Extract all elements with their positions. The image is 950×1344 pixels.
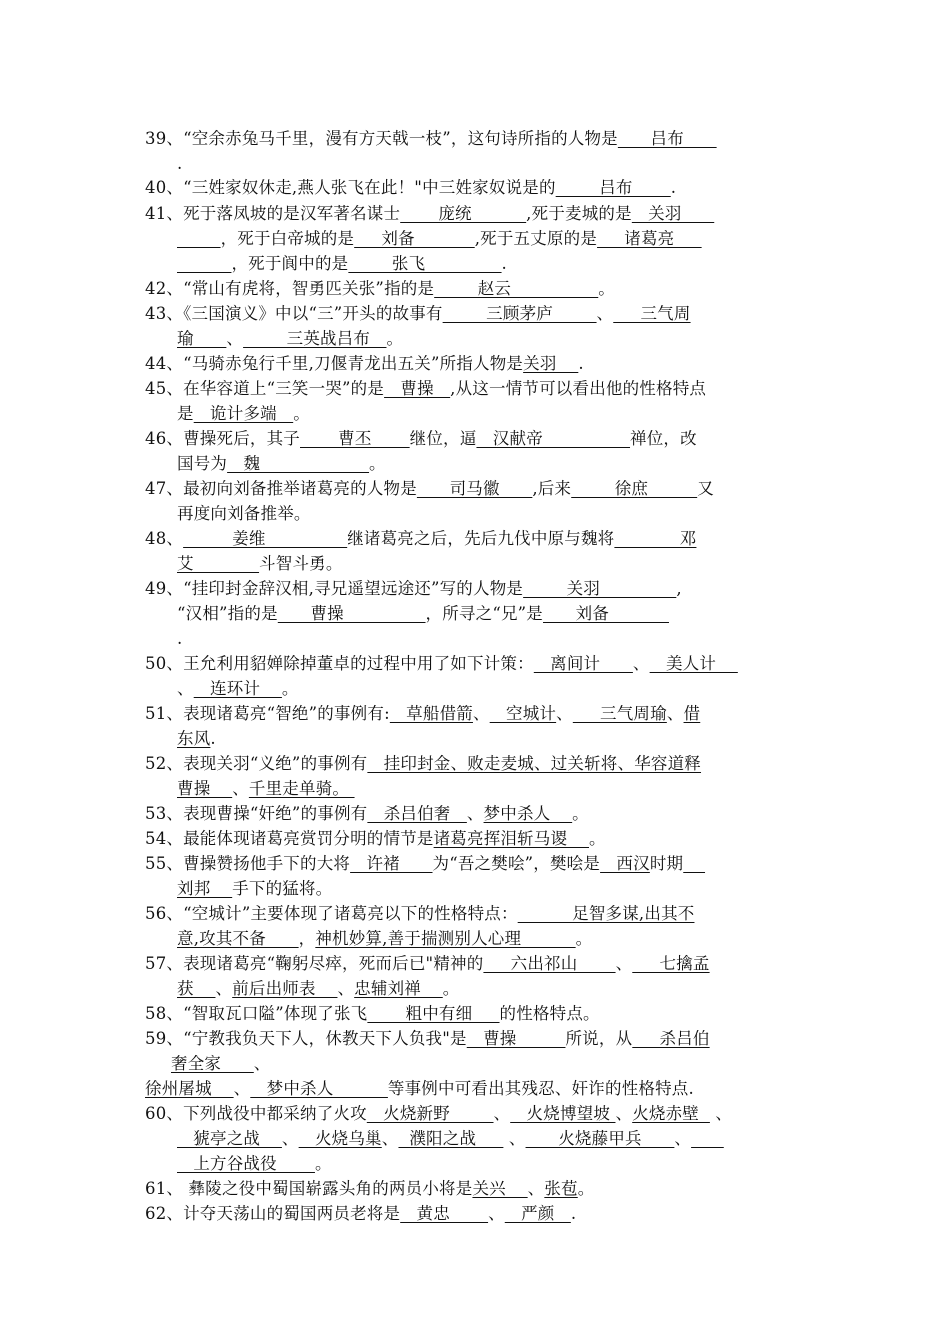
answer-blank: 邓	[614, 529, 697, 548]
answer-blank: 杀吕伯	[632, 1029, 710, 1048]
text-line	[177, 1128, 724, 1150]
answer-blank: 曹操	[177, 779, 233, 798]
text-line	[177, 628, 182, 650]
text-line	[145, 753, 701, 775]
text-line	[145, 303, 691, 325]
question-text: 、	[488, 1204, 505, 1223]
answer-blank: 火烧新野	[366, 1104, 494, 1123]
answer-blank: 前后出师表	[232, 979, 338, 998]
text-line	[177, 978, 459, 1000]
text-line	[145, 578, 682, 600]
answer-blank: 关羽	[523, 354, 579, 373]
answer-blank: 司马徽	[416, 479, 533, 498]
answer-blank: 关兴	[472, 1179, 528, 1198]
question-text: 、	[666, 704, 684, 723]
text-line	[177, 153, 182, 175]
text-line	[177, 503, 311, 525]
answer-blank: 诸葛亮	[597, 229, 702, 248]
question-text: 46、曹操死后，其子	[145, 429, 300, 448]
question-text: 、	[215, 979, 233, 998]
text-line	[177, 678, 299, 700]
answer-blank: 曹丕	[300, 429, 410, 448]
answer-blank: 曹操	[466, 1029, 566, 1048]
question-text: ，所寻之“兄”是	[425, 604, 544, 623]
text-line	[145, 353, 584, 375]
question-text: ，死于白帝城的是	[220, 229, 355, 248]
question-text: 继位，逼	[409, 429, 477, 448]
text-line	[177, 328, 403, 350]
question-text: 、	[632, 654, 650, 673]
text-line	[177, 728, 216, 750]
answer-blank: 三英战吕布	[243, 329, 387, 348]
question-text: 53、表现曹操“奸绝”的事例有	[145, 804, 368, 823]
question-text: 48、	[145, 529, 184, 548]
question-text: 50、王允利用貂婵除掉董卓的过程中用了如下计策：	[145, 654, 534, 673]
text-line	[145, 653, 738, 675]
text-line	[145, 1203, 576, 1225]
text-line	[145, 853, 705, 875]
answer-blank: 曹操	[277, 604, 426, 623]
question-text: .	[501, 254, 507, 273]
question-text: 。	[589, 829, 606, 848]
question-text: .	[210, 729, 216, 748]
answer-blank: 诡计多端	[193, 404, 294, 423]
answer-blank: 艾	[177, 554, 260, 573]
question-text: ,	[676, 579, 682, 598]
question-text: “汉相”指的是	[177, 604, 278, 623]
question-text: 。	[442, 979, 460, 998]
text-line	[145, 177, 676, 199]
question-text: 禅位，改	[630, 429, 697, 448]
text-line	[145, 703, 700, 725]
answer-blank: 火烧赤壁	[632, 1104, 710, 1123]
question-text: 54、最能体现诸葛亮赏罚分明的情节是	[145, 829, 434, 848]
question-text: 49、“挂印封金辞汉相,寻兄遥望远途还”写的人物是	[145, 579, 524, 598]
question-text: .	[177, 629, 183, 648]
question-text: 、	[674, 1129, 692, 1148]
question-text: 、	[556, 704, 573, 723]
answer-blank: 瑜	[177, 329, 227, 348]
question-text: ,死于麦城的是	[526, 204, 632, 223]
question-text: 又	[697, 479, 714, 498]
answer-blank: 关羽	[523, 579, 677, 598]
question-text: 58、“智取瓦口隘”体现了张飞	[145, 1004, 368, 1023]
answer-blank: 七擒孟	[632, 954, 710, 973]
question-text: 。	[572, 804, 589, 823]
text-line	[177, 778, 355, 800]
question-text: 。	[369, 454, 386, 473]
answer-blank: 魏	[227, 454, 370, 473]
question-text: 、	[177, 679, 194, 698]
answer-blank: 诸葛亮挥泪斩马谡	[433, 829, 589, 848]
answer-blank	[683, 854, 705, 873]
answer-blank: 汉献帝	[476, 429, 631, 448]
question-text: 、	[615, 954, 633, 973]
answer-blank: 张飞	[348, 254, 502, 273]
answer-blank: 许褚	[350, 854, 433, 873]
question-text: 57、表现诸葛亮“鞠躬尽瘁，死而后已"精神的	[145, 954, 484, 973]
answer-blank: 三顾茅庐	[442, 304, 597, 323]
question-text: 52、表现关羽“义绝”的事例有	[145, 754, 368, 773]
answer-blank: 足智多谋,出其不	[517, 904, 695, 923]
answer-blank	[691, 1129, 724, 1148]
text-line	[177, 228, 702, 250]
answer-blank: 神机妙算,善于揣测别人心理	[315, 929, 576, 948]
question-text: ，	[298, 929, 316, 948]
question-text: 51、表现诸葛亮“智绝”的事例有:	[145, 704, 390, 723]
question-text: .	[578, 354, 584, 373]
question-text: 为“吾之樊哙”，樊哙是	[432, 854, 601, 873]
question-text: 、	[527, 1179, 545, 1198]
answer-blank: 空城计	[489, 704, 557, 723]
text-line	[177, 453, 386, 475]
text-line	[145, 278, 615, 300]
answer-blank: 徐州屠城	[145, 1079, 234, 1098]
answer-blank: 三气周瑜	[572, 704, 667, 723]
question-text: 。	[281, 679, 299, 698]
question-text: 、	[709, 1104, 733, 1123]
answer-blank: 黄忠	[400, 1204, 489, 1223]
question-text: 的性格特点。	[499, 1004, 600, 1023]
question-text: 39、“空余赤兔马千里，漫有方天戟一枝”，这句诗所指的人物是	[145, 129, 618, 148]
answer-blank: 火烧乌巢	[298, 1129, 382, 1148]
question-text: 41、死于落凤坡的是汉军著名谋士	[145, 204, 401, 223]
answer-blank: 濮阳之战	[398, 1129, 504, 1148]
question-text: 。	[386, 329, 404, 348]
text-line	[145, 1028, 710, 1050]
answer-blank: 姜维	[183, 529, 348, 548]
question-text: 59、“宁教我负天下人，休教天下人负我"是	[145, 1029, 467, 1048]
question-text: .	[177, 154, 183, 173]
answer-blank: 赵云	[434, 279, 599, 298]
answer-blank	[177, 254, 231, 273]
answer-blank	[177, 229, 221, 248]
text-line	[177, 603, 669, 625]
text-line	[145, 1103, 732, 1125]
question-text: 是	[177, 404, 194, 423]
text-line	[145, 428, 697, 450]
text-line	[145, 903, 694, 925]
question-text: 。	[293, 404, 310, 423]
question-text: 61、 彝陵之役中蜀国崭露头角的两员小将是	[145, 1179, 473, 1198]
question-text: 。	[577, 1179, 595, 1198]
question-text: 、	[596, 304, 614, 323]
question-text: 、	[615, 1104, 633, 1123]
question-text: ,从这一情节可以看出他的性格特点	[450, 379, 707, 398]
text-line	[145, 528, 696, 550]
answer-blank: 东风	[177, 729, 211, 748]
question-text: 、	[226, 329, 244, 348]
question-text: ，死于阆中的是	[231, 254, 349, 273]
question-text: 等事例中可看出其残忍、奸诈的性格特点.	[387, 1079, 694, 1098]
question-text: 再度向刘备推举。	[177, 504, 311, 523]
question-text: 、	[281, 1129, 299, 1148]
question-text: 手下的猛将。	[232, 879, 333, 898]
answer-blank: 刘备	[354, 229, 475, 248]
text-line	[177, 553, 343, 575]
text-line	[145, 1178, 594, 1200]
answer-blank: 千里走单骑。	[248, 779, 355, 798]
question-text: 、	[233, 1079, 251, 1098]
answer-blank: 刘邦	[177, 879, 233, 898]
question-text: 、	[337, 979, 355, 998]
question-text: .	[670, 178, 677, 197]
question-text: 、	[503, 1129, 526, 1148]
answer-blank: 上方谷战役	[177, 1154, 315, 1173]
text-line	[145, 378, 706, 400]
question-text: 55、曹操赞扬他手下的大将	[145, 854, 351, 873]
question-text: 、	[381, 1129, 399, 1148]
text-line	[145, 128, 717, 150]
answer-blank: 吕布	[555, 178, 671, 197]
question-text: 60、下列战役中都采纳了火攻	[145, 1104, 367, 1123]
question-text: ,后来	[532, 479, 572, 498]
text-line	[177, 1153, 332, 1175]
question-text: 、	[232, 779, 249, 798]
question-text: 斗智斗勇。	[259, 554, 343, 573]
answer-blank: 梦中杀人	[250, 1079, 388, 1098]
question-text: 45、在华容道上“三笑一哭”的是	[145, 379, 385, 398]
question-text: ,死于五丈原的是	[474, 229, 598, 248]
text-line	[145, 803, 589, 825]
answer-blank: 挂印封金、败走麦城、过关斩将、华容道释	[367, 754, 702, 773]
question-text: 42、“常山有虎将，智勇匹关张”指的是	[145, 279, 435, 298]
question-text: 44、“马骑赤兔行千里,刀偃青龙出五关”所指人物是	[145, 354, 524, 373]
answer-blank: 借	[683, 704, 701, 723]
question-text: 继诸葛亮之后，先后九伐中原与魏将	[347, 529, 615, 548]
question-text: .	[570, 1204, 577, 1223]
question-text: 、	[466, 804, 484, 823]
text-line	[177, 403, 310, 425]
answer-blank: 连环计	[193, 679, 282, 698]
answer-blank: 庞统	[400, 204, 527, 223]
text-line	[177, 253, 507, 275]
answer-blank: 火烧博望坡	[510, 1104, 616, 1123]
question-text: 47、最初向刘备推举诸葛亮的人物是	[145, 479, 417, 498]
answer-blank: 三气周	[613, 304, 691, 323]
answer-blank: 离间计	[533, 654, 633, 673]
answer-blank: 严颜	[504, 1204, 571, 1223]
question-text: 、	[493, 1104, 511, 1123]
text-line	[177, 928, 592, 950]
text-line	[177, 878, 332, 900]
question-text: 、	[253, 1054, 271, 1073]
answer-blank: 美人计	[649, 654, 738, 673]
text-line	[145, 828, 606, 850]
question-text: 、	[472, 704, 490, 723]
question-text: 。	[575, 929, 593, 948]
answer-blank: 徐庶	[571, 479, 698, 498]
answer-blank: 吕布	[617, 129, 717, 148]
text-line	[145, 1003, 600, 1025]
question-text: 56、“空城计”主要体现了诸葛亮以下的性格特点：	[145, 904, 518, 923]
question-text: 62、计夺天荡山的蜀国两员老将是	[145, 1204, 401, 1223]
answer-blank: 刘备	[543, 604, 669, 623]
answer-blank: 意,攻其不备	[177, 929, 299, 948]
answer-blank: 火烧藤甲兵	[525, 1129, 675, 1148]
text-line	[145, 203, 714, 225]
answer-blank: 草船借箭	[389, 704, 473, 723]
answer-blank: 忠辅刘禅	[354, 979, 443, 998]
question-text: 所说，从	[565, 1029, 633, 1048]
answer-blank: 猇亭之战	[177, 1129, 282, 1148]
question-text: 国号为	[177, 454, 228, 473]
answer-blank: 奢全家	[171, 1054, 254, 1073]
answer-blank: 获	[177, 979, 216, 998]
answer-blank: 关羽	[631, 204, 715, 223]
answer-blank: 杀吕伯奢	[367, 804, 467, 823]
answer-blank: 梦中杀人	[483, 804, 573, 823]
answer-blank: 六出祁山	[483, 954, 616, 973]
answer-blank: 张苞	[544, 1179, 578, 1198]
text-line	[145, 1078, 694, 1100]
question-text: 40、“三姓家奴休走,燕人张飞在此！"中三姓家奴说是的	[145, 178, 556, 197]
answer-blank: 西汉	[600, 854, 650, 873]
question-text: 。	[314, 1154, 332, 1173]
text-line	[171, 1053, 270, 1075]
answer-blank: 粗中有细	[367, 1004, 500, 1023]
question-text: 时期	[649, 854, 684, 873]
question-text: 43、《三国演义》中以“三”开头的故事有	[145, 304, 443, 323]
answer-blank: 曹操	[384, 379, 451, 398]
question-text: 。	[598, 279, 615, 298]
text-line	[145, 478, 714, 500]
text-line	[145, 953, 710, 975]
